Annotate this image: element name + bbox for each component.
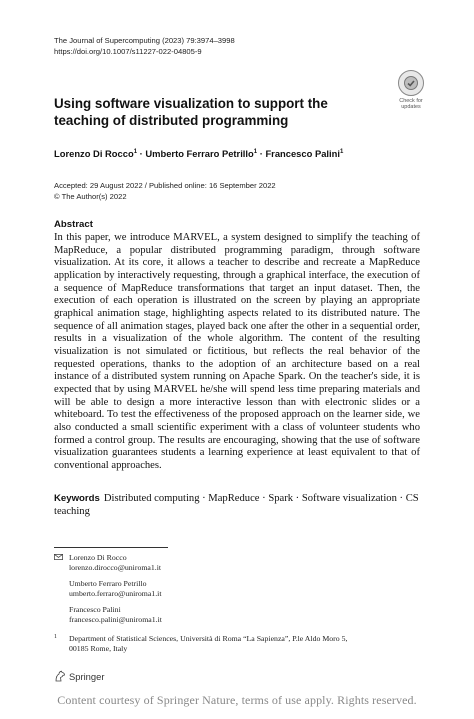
contact-list (54, 553, 162, 630)
author-name[interactable]: Lorenzo Di Rocco (54, 148, 134, 159)
author-separator: · (137, 148, 146, 159)
author-affil-mark: 1 (253, 148, 258, 155)
affiliation-line: 00185 Rome, Italy (69, 644, 128, 654)
journal-citation: The Journal of Supercomputing (2023) 79:3974–3998 (54, 36, 235, 45)
courtesy-watermark: Content courtesy of Springer Nature, terms of use apply. Rights reserved. (57, 693, 417, 707)
contact-entry (54, 605, 162, 626)
author-affil-mark: 1 (133, 148, 138, 155)
publication-dates (54, 181, 276, 202)
contact-name: Umberto Ferraro Petrillo (69, 578, 147, 588)
badge-label-1: Check for (399, 98, 423, 104)
contact-name: Lorenzo Di Rocco (69, 553, 127, 562)
doi-link[interactable]: https://doi.org/10.1007/s11227-022-04805-9 (54, 47, 202, 56)
accepted-published-dates: Accepted: 29 August 2022 / Published online: 16 September 2022 (54, 181, 276, 190)
affiliation-line: Department of Statistical Sciences, Università di Roma “La Sapienza”, P.le Aldo Moro 5, (69, 634, 348, 643)
badge-label-2: updates (401, 104, 421, 110)
keywords-list: Distributed computing · MapReduce · Spark · Software visualization · CS teaching (54, 493, 419, 517)
keywords-section (54, 493, 420, 518)
contact-email[interactable]: umberto.ferraro@uniroma1.it (69, 589, 162, 599)
author-separator: · (257, 148, 266, 159)
author-name[interactable]: Francesco Palini (265, 148, 340, 159)
abstract-heading: Abstract (54, 219, 93, 230)
affiliation-number: 1 (54, 634, 57, 640)
check-updates-icon (398, 70, 424, 96)
check-for-updates-badge[interactable] (394, 70, 428, 110)
author-name[interactable]: Umberto Ferraro Petrillo (145, 148, 254, 159)
author-list (54, 148, 343, 159)
contact-entry (54, 579, 162, 600)
paper-title: Using software visualization to support the teaching of distributed programming (54, 96, 328, 128)
envelope-icon (54, 554, 63, 560)
journal-header (54, 35, 235, 57)
publisher-logo (54, 670, 104, 682)
author-affil-mark: 1 (339, 148, 344, 155)
contact-name: Francesco Palini (69, 604, 121, 614)
contact-entry (54, 553, 162, 574)
springer-horse-icon (54, 670, 66, 682)
affiliation-footnote (54, 634, 369, 655)
keywords-label: Keywords (54, 493, 100, 504)
copyright-line: © The Author(s) 2022 (54, 191, 127, 201)
abstract-body: In this paper, we introduce MARVEL, a system designed to simplify the teaching of MapReduce, a popular distributed programming paradigm, through software visualization. At its core, it allows a teacher to describe and recreate a MapReduce application by interactively requesting, through a graphical interface, the execution of a sequence of MapReduce transformations that target an input dataset. Then, the execution of each operation is illustrated on the screen by playing an appropriate graphical animation stage, highlighting aspects related to its distributed nature. The sequence of all animation stages, played back one after the other in a sequential order, results in a visualization of the whole algorithm. The content of the resulting visualization is not simulated or fictitious, but reflects the real behavior of the requested operations, thanks to the adoption of an architecture based on a real instance of a distributed system running on Apache Spark. On the teacher's side, it is expected that by using MARVEL he/she will spend less time preparing materials and will be able to design a more interactive lesson than with electronic slides or a whiteboard. To test the effectiveness of the proposed approach on the learner side, we also conducted a small scientific experiment with a class of volunteer students who formed a control group. The results are encouraging, showing that the use of software visualization guarantees students a learning experience at least equivalent to that of conventional approaches. (54, 232, 420, 471)
contact-email[interactable]: francesco.palini@uniroma1.it (69, 615, 162, 625)
footnote-divider (54, 547, 168, 548)
contact-email[interactable]: lorenzo.dirocco@uniroma1.it (69, 563, 162, 573)
publisher-name: Springer (69, 670, 105, 682)
